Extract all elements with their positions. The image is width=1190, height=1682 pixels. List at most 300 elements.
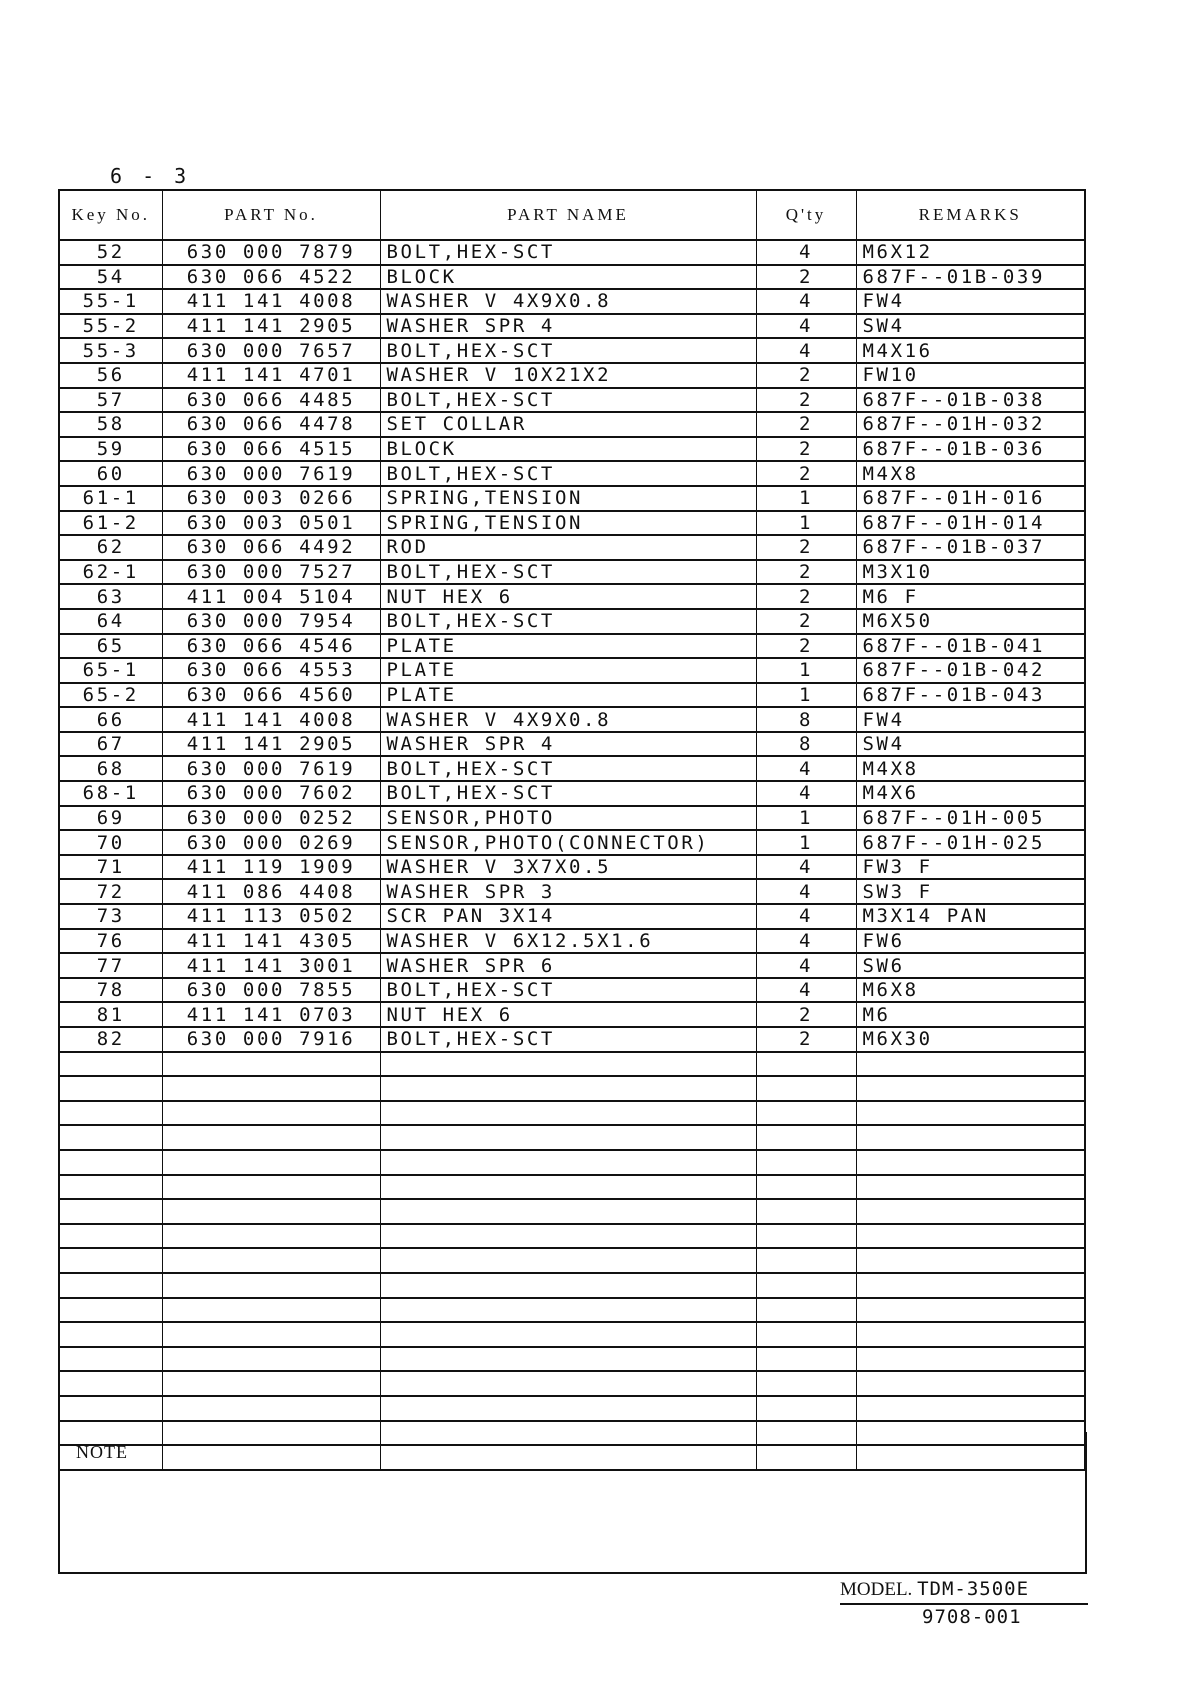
cell-key-no: 55-2 [59, 314, 162, 339]
note-box [58, 1432, 1087, 1574]
table-row [59, 634, 1085, 659]
cell-remarks: FW6 [856, 929, 1085, 954]
empty-cell [59, 1273, 162, 1298]
table-row [59, 511, 1085, 536]
empty-cell [756, 1347, 856, 1372]
empty-cell [59, 1371, 162, 1396]
empty-cell [162, 1125, 380, 1150]
cell-key-no: 68-1 [59, 781, 162, 806]
cell-key-no: 61-2 [59, 511, 162, 536]
cell-qty: 1 [756, 683, 856, 708]
cell-part-name: WASHER V 10X21X2 [380, 363, 756, 388]
cell-key-no: 78 [59, 978, 162, 1003]
cell-remarks: SW3 F [856, 879, 1085, 904]
cell-remarks: M4X8 [856, 756, 1085, 781]
cell-part-name: BOLT,HEX-SCT [380, 609, 756, 634]
cell-remarks: 687F--01B-039 [856, 265, 1085, 290]
page-number: 6 - 3 [110, 164, 191, 188]
empty-cell [756, 1076, 856, 1101]
empty-cell [856, 1199, 1085, 1224]
table-row [59, 1002, 1085, 1027]
cell-qty: 4 [756, 855, 856, 880]
parts-table [58, 189, 1086, 1471]
cell-part-no: 630 003 0501 [162, 511, 380, 536]
empty-cell [380, 1175, 756, 1200]
table-row [59, 314, 1085, 339]
cell-key-no: 72 [59, 879, 162, 904]
cell-part-name: PLATE [380, 683, 756, 708]
header-part-name: PART NAME [380, 190, 756, 240]
empty-row [59, 1371, 1085, 1396]
empty-cell [856, 1248, 1085, 1273]
cell-key-no: 55-3 [59, 338, 162, 363]
empty-cell [59, 1298, 162, 1323]
empty-cell [756, 1322, 856, 1347]
cell-remarks: M6X8 [856, 978, 1085, 1003]
cell-remarks: M6X12 [856, 240, 1085, 265]
cell-key-no: 76 [59, 929, 162, 954]
empty-row [59, 1199, 1085, 1224]
empty-cell [380, 1125, 756, 1150]
cell-qty: 4 [756, 314, 856, 339]
cell-remarks: 687F--01H-005 [856, 806, 1085, 831]
cell-key-no: 60 [59, 461, 162, 486]
empty-row [59, 1347, 1085, 1372]
empty-cell [380, 1396, 756, 1421]
cell-qty: 2 [756, 560, 856, 585]
cell-qty: 4 [756, 338, 856, 363]
cell-remarks: 687F--01H-016 [856, 486, 1085, 511]
cell-key-no: 59 [59, 437, 162, 462]
cell-key-no: 65 [59, 634, 162, 659]
cell-key-no: 71 [59, 855, 162, 880]
cell-qty: 1 [756, 511, 856, 536]
empty-cell [59, 1150, 162, 1175]
cell-remarks: SW6 [856, 953, 1085, 978]
cell-remarks: M3X14 PAN [856, 904, 1085, 929]
cell-qty: 4 [756, 929, 856, 954]
empty-cell [756, 1101, 856, 1126]
cell-qty: 4 [756, 781, 856, 806]
empty-cell [856, 1125, 1085, 1150]
cell-part-name: WASHER V 4X9X0.8 [380, 289, 756, 314]
cell-part-no: 630 066 4492 [162, 535, 380, 560]
cell-part-name: SCR PAN 3X14 [380, 904, 756, 929]
document-number: 9708-001 [922, 1606, 1022, 1628]
cell-part-name: SPRING,TENSION [380, 511, 756, 536]
cell-key-no: 56 [59, 363, 162, 388]
cell-qty: 2 [756, 609, 856, 634]
cell-part-name: SENSOR,PHOTO(CONNECTOR) [380, 830, 756, 855]
table-row [59, 609, 1085, 634]
empty-cell [59, 1224, 162, 1249]
cell-part-no: 630 066 4515 [162, 437, 380, 462]
empty-cell [380, 1322, 756, 1347]
empty-row [59, 1396, 1085, 1421]
model-line [840, 1578, 1088, 1605]
cell-remarks: M6 F [856, 584, 1085, 609]
cell-qty: 2 [756, 535, 856, 560]
empty-cell [162, 1248, 380, 1273]
empty-cell [59, 1076, 162, 1101]
empty-row [59, 1150, 1085, 1175]
cell-part-name: WASHER V 4X9X0.8 [380, 707, 756, 732]
cell-key-no: 58 [59, 412, 162, 437]
cell-part-no: 630 000 0269 [162, 830, 380, 855]
cell-remarks: 687F--01B-041 [856, 634, 1085, 659]
cell-key-no: 65-2 [59, 683, 162, 708]
cell-remarks: 687F--01H-025 [856, 830, 1085, 855]
empty-cell [380, 1076, 756, 1101]
cell-qty: 2 [756, 461, 856, 486]
cell-part-name: WASHER SPR 4 [380, 314, 756, 339]
table-header [59, 190, 1085, 240]
model-value: TDM-3500E [917, 1578, 1030, 1600]
empty-cell [856, 1052, 1085, 1077]
cell-remarks: M3X10 [856, 560, 1085, 585]
table-row [59, 781, 1085, 806]
empty-row [59, 1248, 1085, 1273]
cell-part-name: BOLT,HEX-SCT [380, 756, 756, 781]
cell-qty: 4 [756, 879, 856, 904]
cell-part-no: 630 000 7619 [162, 756, 380, 781]
table-row [59, 265, 1085, 290]
cell-part-name: PLATE [380, 658, 756, 683]
cell-part-name: NUT HEX 6 [380, 584, 756, 609]
empty-cell [59, 1347, 162, 1372]
cell-key-no: 65-1 [59, 658, 162, 683]
cell-qty: 2 [756, 1002, 856, 1027]
table-row [59, 707, 1085, 732]
empty-row [59, 1273, 1085, 1298]
empty-cell [380, 1371, 756, 1396]
cell-key-no: 57 [59, 388, 162, 413]
table-row [59, 978, 1085, 1003]
table-row [59, 1027, 1085, 1052]
cell-qty: 4 [756, 953, 856, 978]
cell-qty: 2 [756, 437, 856, 462]
cell-qty: 1 [756, 658, 856, 683]
cell-qty: 1 [756, 486, 856, 511]
empty-cell [756, 1298, 856, 1323]
table-row [59, 363, 1085, 388]
cell-part-no: 411 141 2905 [162, 314, 380, 339]
empty-cell [162, 1347, 380, 1372]
cell-part-name: BOLT,HEX-SCT [380, 240, 756, 265]
cell-key-no: 77 [59, 953, 162, 978]
empty-cell [756, 1396, 856, 1421]
empty-cell [162, 1224, 380, 1249]
table-row [59, 658, 1085, 683]
empty-cell [756, 1150, 856, 1175]
cell-part-name: WASHER V 3X7X0.5 [380, 855, 756, 880]
empty-cell [856, 1273, 1085, 1298]
cell-qty: 2 [756, 363, 856, 388]
cell-remarks: M4X16 [856, 338, 1085, 363]
cell-part-name: SENSOR,PHOTO [380, 806, 756, 831]
empty-cell [162, 1052, 380, 1077]
cell-remarks: SW4 [856, 314, 1085, 339]
cell-part-no: 630 000 7879 [162, 240, 380, 265]
cell-part-no: 630 066 4485 [162, 388, 380, 413]
empty-cell [856, 1298, 1085, 1323]
cell-qty: 2 [756, 584, 856, 609]
cell-key-no: 69 [59, 806, 162, 831]
cell-part-name: BOLT,HEX-SCT [380, 388, 756, 413]
cell-remarks: SW4 [856, 732, 1085, 757]
cell-part-name: WASHER V 6X12.5X1.6 [380, 929, 756, 954]
empty-cell [380, 1101, 756, 1126]
empty-cell [756, 1224, 856, 1249]
cell-remarks: 687F--01B-042 [856, 658, 1085, 683]
table-row [59, 756, 1085, 781]
cell-qty: 4 [756, 289, 856, 314]
empty-cell [162, 1322, 380, 1347]
empty-cell [756, 1125, 856, 1150]
empty-cell [380, 1298, 756, 1323]
empty-cell [59, 1396, 162, 1421]
cell-qty: 4 [756, 904, 856, 929]
cell-part-name: SET COLLAR [380, 412, 756, 437]
cell-remarks: 687F--01B-043 [856, 683, 1085, 708]
cell-part-no: 411 141 4701 [162, 363, 380, 388]
table-row [59, 732, 1085, 757]
empty-row [59, 1076, 1085, 1101]
cell-part-no: 411 086 4408 [162, 879, 380, 904]
empty-cell [856, 1371, 1085, 1396]
cell-part-name: BOLT,HEX-SCT [380, 978, 756, 1003]
empty-cell [856, 1175, 1085, 1200]
empty-row [59, 1224, 1085, 1249]
cell-qty: 4 [756, 978, 856, 1003]
empty-cell [856, 1322, 1085, 1347]
table-row [59, 560, 1085, 585]
cell-key-no: 82 [59, 1027, 162, 1052]
cell-qty: 2 [756, 265, 856, 290]
cell-part-no: 630 066 4522 [162, 265, 380, 290]
cell-key-no: 64 [59, 609, 162, 634]
table-row [59, 289, 1085, 314]
table-row [59, 855, 1085, 880]
cell-remarks: FW4 [856, 707, 1085, 732]
empty-cell [162, 1396, 380, 1421]
table-row [59, 412, 1085, 437]
cell-part-name: BOLT,HEX-SCT [380, 338, 756, 363]
cell-part-name: NUT HEX 6 [380, 1002, 756, 1027]
empty-row [59, 1052, 1085, 1077]
empty-cell [162, 1199, 380, 1224]
cell-remarks: M6X50 [856, 609, 1085, 634]
cell-part-no: 630 003 0266 [162, 486, 380, 511]
cell-remarks: FW4 [856, 289, 1085, 314]
table-row [59, 437, 1085, 462]
cell-remarks: 687F--01B-038 [856, 388, 1085, 413]
cell-part-name: BLOCK [380, 265, 756, 290]
empty-cell [380, 1273, 756, 1298]
table-row [59, 953, 1085, 978]
empty-cell [59, 1199, 162, 1224]
cell-remarks: FW10 [856, 363, 1085, 388]
table-row [59, 683, 1085, 708]
cell-qty: 2 [756, 412, 856, 437]
empty-cell [756, 1052, 856, 1077]
cell-remarks: M6X30 [856, 1027, 1085, 1052]
cell-part-no: 630 066 4553 [162, 658, 380, 683]
cell-part-no: 411 141 0703 [162, 1002, 380, 1027]
empty-cell [756, 1175, 856, 1200]
cell-part-name: WASHER SPR 3 [380, 879, 756, 904]
cell-key-no: 70 [59, 830, 162, 855]
table-row [59, 535, 1085, 560]
cell-key-no: 52 [59, 240, 162, 265]
table-row [59, 338, 1085, 363]
empty-cell [380, 1150, 756, 1175]
empty-cell [59, 1248, 162, 1273]
empty-cell [380, 1224, 756, 1249]
cell-part-no: 411 113 0502 [162, 904, 380, 929]
cell-part-no: 630 066 4478 [162, 412, 380, 437]
empty-cell [59, 1322, 162, 1347]
empty-cell [162, 1273, 380, 1298]
cell-part-name: ROD [380, 535, 756, 560]
empty-cell [59, 1175, 162, 1200]
cell-part-no: 411 141 4008 [162, 707, 380, 732]
table-row [59, 806, 1085, 831]
empty-cell [162, 1101, 380, 1126]
cell-remarks: 687F--01B-036 [856, 437, 1085, 462]
table-row [59, 388, 1085, 413]
table-row [59, 904, 1085, 929]
empty-row [59, 1298, 1085, 1323]
cell-part-name: WASHER SPR 6 [380, 953, 756, 978]
cell-qty: 8 [756, 707, 856, 732]
cell-part-no: 630 000 7602 [162, 781, 380, 806]
cell-key-no: 73 [59, 904, 162, 929]
empty-cell [856, 1224, 1085, 1249]
empty-cell [380, 1347, 756, 1372]
cell-qty: 8 [756, 732, 856, 757]
cell-remarks: 687F--01H-014 [856, 511, 1085, 536]
cell-part-name: BOLT,HEX-SCT [380, 560, 756, 585]
header-remarks: REMARKS [856, 190, 1085, 240]
empty-row [59, 1101, 1085, 1126]
table-row [59, 879, 1085, 904]
table-row [59, 486, 1085, 511]
empty-cell [162, 1298, 380, 1323]
cell-qty: 2 [756, 634, 856, 659]
cell-remarks: M4X8 [856, 461, 1085, 486]
empty-cell [856, 1347, 1085, 1372]
cell-part-no: 411 141 3001 [162, 953, 380, 978]
empty-cell [59, 1101, 162, 1126]
empty-cell [162, 1150, 380, 1175]
cell-key-no: 63 [59, 584, 162, 609]
empty-cell [756, 1199, 856, 1224]
empty-cell [756, 1248, 856, 1273]
cell-key-no: 81 [59, 1002, 162, 1027]
cell-part-no: 630 000 0252 [162, 806, 380, 831]
empty-cell [162, 1371, 380, 1396]
empty-cell [856, 1150, 1085, 1175]
table-row [59, 584, 1085, 609]
empty-cell [756, 1273, 856, 1298]
cell-key-no: 62-1 [59, 560, 162, 585]
empty-cell [162, 1175, 380, 1200]
empty-cell [856, 1396, 1085, 1421]
cell-part-no: 411 141 2905 [162, 732, 380, 757]
cell-part-name: WASHER SPR 4 [380, 732, 756, 757]
empty-row [59, 1125, 1085, 1150]
empty-cell [59, 1125, 162, 1150]
cell-part-name: BLOCK [380, 437, 756, 462]
cell-key-no: 61-1 [59, 486, 162, 511]
cell-key-no: 55-1 [59, 289, 162, 314]
note-label: NOTE [76, 1442, 128, 1462]
cell-qty: 4 [756, 756, 856, 781]
header-qty: Q'ty [756, 190, 856, 240]
cell-qty: 2 [756, 1027, 856, 1052]
cell-qty: 4 [756, 240, 856, 265]
cell-key-no: 67 [59, 732, 162, 757]
cell-part-name: BOLT,HEX-SCT [380, 781, 756, 806]
cell-remarks: M6 [856, 1002, 1085, 1027]
cell-key-no: 62 [59, 535, 162, 560]
empty-cell [856, 1076, 1085, 1101]
cell-part-no: 630 000 7855 [162, 978, 380, 1003]
cell-key-no: 66 [59, 707, 162, 732]
empty-cell [380, 1052, 756, 1077]
cell-part-no: 630 066 4546 [162, 634, 380, 659]
cell-remarks: 687F--01H-032 [856, 412, 1085, 437]
cell-part-no: 411 141 4305 [162, 929, 380, 954]
cell-part-name: PLATE [380, 634, 756, 659]
table-row [59, 929, 1085, 954]
table-row [59, 461, 1085, 486]
cell-part-no: 630 066 4560 [162, 683, 380, 708]
table-row [59, 240, 1085, 265]
cell-part-no: 411 119 1909 [162, 855, 380, 880]
table-row [59, 830, 1085, 855]
empty-cell [380, 1199, 756, 1224]
cell-key-no: 68 [59, 756, 162, 781]
empty-cell [380, 1248, 756, 1273]
cell-part-name: SPRING,TENSION [380, 486, 756, 511]
cell-key-no: 54 [59, 265, 162, 290]
empty-cell [59, 1052, 162, 1077]
cell-part-no: 630 000 7916 [162, 1027, 380, 1052]
empty-cell [162, 1076, 380, 1101]
cell-qty: 1 [756, 830, 856, 855]
header-key-no: Key No. [59, 190, 162, 240]
cell-remarks: M4X6 [856, 781, 1085, 806]
cell-remarks: 687F--01B-037 [856, 535, 1085, 560]
cell-part-no: 630 000 7657 [162, 338, 380, 363]
cell-part-no: 630 000 7527 [162, 560, 380, 585]
header-part-no: PART No. [162, 190, 380, 240]
cell-part-no: 411 004 5104 [162, 584, 380, 609]
empty-row [59, 1175, 1085, 1200]
empty-row [59, 1322, 1085, 1347]
cell-part-no: 630 000 7619 [162, 461, 380, 486]
cell-part-name: BOLT,HEX-SCT [380, 1027, 756, 1052]
model-label: MODEL. [840, 1579, 913, 1600]
cell-qty: 2 [756, 388, 856, 413]
cell-part-no: 411 141 4008 [162, 289, 380, 314]
cell-part-name: BOLT,HEX-SCT [380, 461, 756, 486]
cell-remarks: FW3 F [856, 855, 1085, 880]
cell-qty: 1 [756, 806, 856, 831]
empty-cell [756, 1371, 856, 1396]
